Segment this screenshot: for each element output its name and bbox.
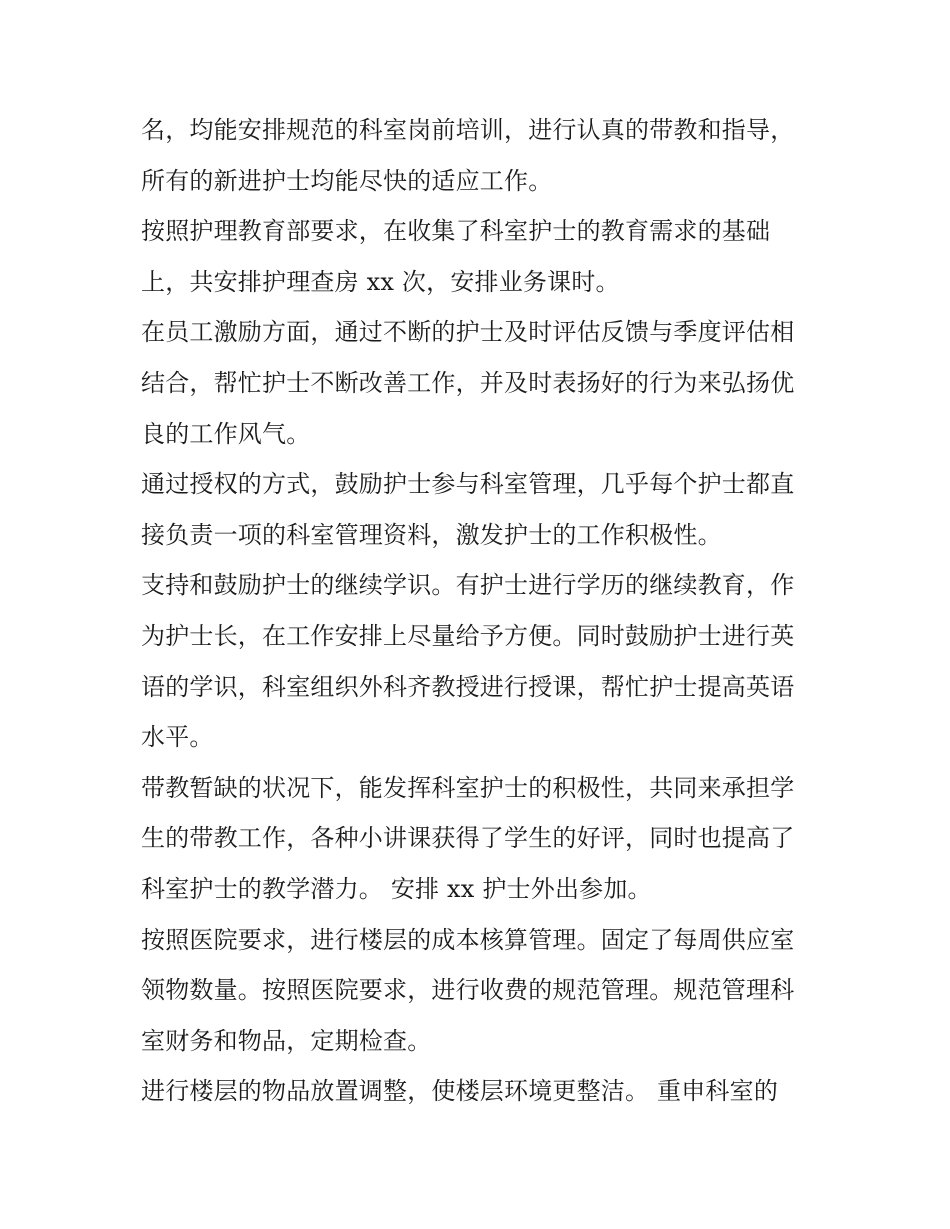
text-line: 水平。 (141, 723, 214, 752)
text-line: 科室护士的教学潜力。 安排 xx 护士外出参加。 (141, 874, 652, 903)
text-line: 领物数量。按照医院要求，进行收费的规范管理。规范管理科 (141, 976, 795, 1005)
text-line: 上，共安排护理查房 xx 次，安排业务课时。 (141, 267, 620, 296)
text-line: 结合，帮忙护士不断改善工作，并及时表扬好的行为来弘扬优 (141, 368, 795, 397)
text-line: 带教暂缺的状况下，能发挥科室护士的积极性，共同来承担学 (141, 773, 795, 802)
text-line: 在员工激励方面，通过不断的护士及时评估反馈与季度评估相 (141, 318, 795, 347)
text-line: 按照护理教育部要求，在收集了科室护士的教育需求的基础 (141, 217, 771, 246)
text-line: 进行楼层的物品放置调整，使楼层环境更整洁。 重申科室的 (141, 1077, 779, 1106)
text-line: 生的带教工作，各种小讲课获得了学生的好评，同时也提高了 (141, 824, 795, 853)
text-line: 室财务和物品，定期检查。 (141, 1026, 432, 1055)
text-line: 名，均能安排规范的科室岗前培训，进行认真的带教和指导， (141, 116, 795, 144)
text-line: 支持和鼓励护士的继续学识。有护士进行学历的继续教育，作 (141, 571, 795, 600)
text-line: 为护士长，在工作安排上尽量给予方便。同时鼓励护士进行英 (141, 621, 795, 650)
text-line: 按照医院要求，进行楼层的成本核算管理。固定了每周供应室 (141, 925, 795, 954)
text-line: 接负责一项的科室管理资料，激发护士的工作积极性。 (141, 520, 722, 549)
text-line: 所有的新进护士均能尽快的适应工作。 (141, 166, 553, 195)
text-line: 语的学识，科室组织外科齐教授进行授课，帮忙护士提高英语 (141, 672, 795, 701)
document-body (141, 105, 821, 1117)
text-line: 通过授权的方式，鼓励护士参与科室管理，几乎每个护士都直 (141, 470, 795, 499)
text-line: 良的工作风气。 (141, 419, 311, 448)
